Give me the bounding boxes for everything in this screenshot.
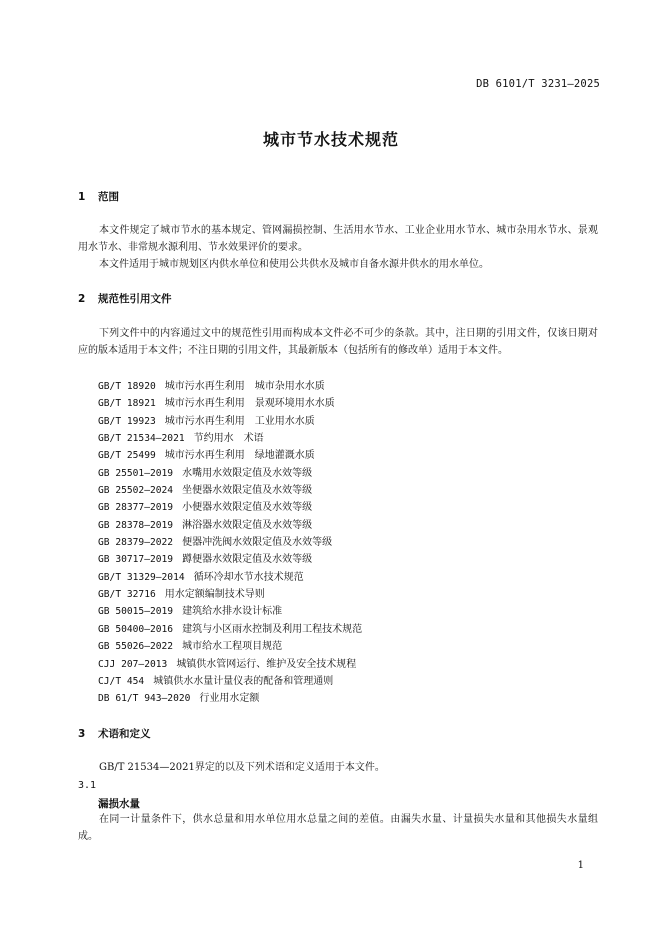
reference-title: 建筑与小区雨水控制及利用工程技术规范 <box>182 623 363 635</box>
reference-title: 城市给水工程项目规范 <box>182 641 283 653</box>
document-number: DB 6101/T 3231—2025 <box>476 78 600 90</box>
page-number: 1 <box>577 860 584 871</box>
reference-item <box>98 551 362 568</box>
section-2-number: 2 <box>78 293 86 305</box>
section-3-heading <box>78 726 151 741</box>
reference-code: CJJ 207—2013 <box>98 658 168 670</box>
term-name: 漏损水量 <box>98 798 140 810</box>
reference-item <box>98 569 362 586</box>
reference-item <box>98 673 362 690</box>
reference-list <box>98 378 362 708</box>
reference-title: 城市污水再生利用 城市杂用水水质 <box>164 381 325 392</box>
reference-code: GB/T 31329—2014 <box>98 571 185 583</box>
reference-title: 便器冲洗阀水效限定值及水效等级 <box>182 537 333 549</box>
reference-code: GB 28377—2019 <box>98 502 174 514</box>
reference-title: 建筑给水排水设计标准 <box>182 606 283 618</box>
reference-item <box>98 499 362 516</box>
reference-item <box>98 447 362 464</box>
reference-title: 坐便器水效限定值及水效等级 <box>182 485 313 497</box>
reference-code: GB 28379—2022 <box>98 537 174 549</box>
reference-item <box>98 378 362 395</box>
reference-code: GB/T 32716 <box>98 589 156 601</box>
reference-code: GB/T 18921 <box>98 398 156 410</box>
reference-code: GB 55026—2022 <box>98 641 174 653</box>
reference-code: GB/T 25499 <box>98 450 156 462</box>
reference-item <box>98 638 362 655</box>
reference-code: GB/T 21534—2021 <box>98 433 185 445</box>
reference-title: 淋浴器水效限定值及水效等级 <box>182 519 313 531</box>
reference-item <box>98 690 362 707</box>
reference-item <box>98 656 362 673</box>
reference-item <box>98 603 362 620</box>
reference-title: 城镇供水水量计量仪表的配备和管理通则 <box>153 675 334 687</box>
reference-item <box>98 430 362 447</box>
reference-title: 节约用水 术语 <box>193 433 264 445</box>
reference-item <box>98 517 362 534</box>
section-1-heading <box>78 189 119 204</box>
section-1-number: 1 <box>78 191 86 203</box>
section-1-title: 范围 <box>98 191 119 203</box>
reference-item <box>98 586 362 603</box>
reference-title: 行业用水定额 <box>199 693 260 705</box>
reference-title: 循环冷却水节水技术规范 <box>193 571 304 583</box>
reference-item <box>98 465 362 482</box>
reference-code: GB/T 18920 <box>98 381 156 392</box>
section-3-intro: GB/T 21534—2021界定的以及下列术语和定义适用于本文件。 <box>99 762 385 773</box>
term-definition: 在同一计量条件下，供水总量和用水单位用水总量之间的差值。由漏失水量、计量损失水量和其他损失水量组成。 <box>78 814 598 842</box>
reference-code: DB 61/T 943—2020 <box>98 693 191 705</box>
reference-code: GB 25502—2024 <box>98 485 174 497</box>
reference-title: 城市污水再生利用 景观环境用水水质 <box>164 398 335 410</box>
reference-title: 蹲便器水效限定值及水效等级 <box>182 554 313 566</box>
reference-title: 城市污水再生利用 工业用水水质 <box>164 415 315 427</box>
reference-code: GB 50400—2016 <box>98 623 174 635</box>
section-3-title: 术语和定义 <box>98 728 151 740</box>
reference-item <box>98 534 362 551</box>
document-title: 城市节水技术规范 <box>262 130 399 149</box>
reference-title: 小便器水效限定值及水效等级 <box>182 502 313 514</box>
section-3-number: 3 <box>78 728 86 740</box>
reference-title: 水嘴用水效限定值及水效等级 <box>182 467 313 479</box>
reference-title: 城镇供水管网运行、维护及安全技术规程 <box>176 658 357 670</box>
reference-code: CJ/T 454 <box>98 675 145 687</box>
reference-item <box>98 413 362 430</box>
reference-code: GB 25501—2019 <box>98 467 174 479</box>
reference-title: 用水定额编制技术导则 <box>164 589 265 601</box>
section-1-paragraph-1: 本文件规定了城市节水的基本规定、管网漏损控制、生活用水节水、工业企业用水节水、城市杂用水节水、景观用水节水、非常规水源利用、节水效果评价的要求。 <box>78 225 598 253</box>
reference-code: GB 28378—2019 <box>98 519 174 531</box>
section-1-paragraph-2: 本文件适用于城市规划区内供水单位和使用公共供水及城市自备水源井供水的用水单位。 <box>99 259 489 270</box>
section-2-intro: 下列文件中的内容通过文中的规范性引用而构成本文件必不可少的条款。其中，注日期的引用文件，仅该日期对应的版本适用于本文件；不注日期的引用文件，其最新版本（包括所有的修改单）适用于本文件。 <box>78 328 598 356</box>
reference-item <box>98 621 362 638</box>
reference-item <box>98 482 362 499</box>
reference-code: GB/T 19923 <box>98 415 156 427</box>
section-2-title: 规范性引用文件 <box>98 293 172 305</box>
reference-code: GB 50015—2019 <box>98 606 174 618</box>
term-number: 3.1 <box>78 780 97 791</box>
reference-title: 城市污水再生利用 绿地灌溉水质 <box>164 450 315 462</box>
reference-item <box>98 395 362 412</box>
reference-code: GB 30717—2019 <box>98 554 174 566</box>
section-2-heading <box>78 291 172 306</box>
